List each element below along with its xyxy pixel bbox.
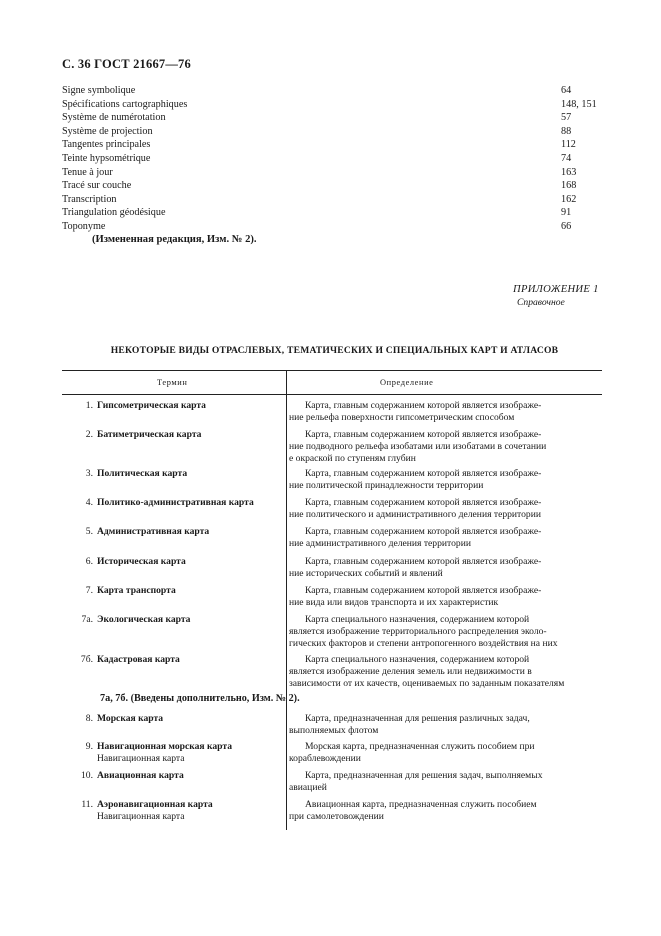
entry-definition	[289, 770, 599, 794]
definition-line: Карта, главным содержанием которой является изображе-	[305, 468, 542, 479]
index-term: Triangulation géodésique	[62, 207, 166, 219]
entry-number: 7.	[85, 585, 93, 596]
index-term: Tenue à jour	[62, 166, 113, 178]
index-term: Tracé sur couche	[62, 180, 132, 192]
index-row	[62, 179, 607, 193]
definition-line: Карта, предназначенная для решения различных задач,	[305, 713, 530, 724]
entry-definition	[289, 556, 599, 580]
entry-number: 3.	[85, 468, 93, 479]
definition-line: ние рельефа поверхности гипсометрическим способом	[289, 411, 515, 423]
index-page: 112	[561, 139, 576, 151]
index-term: Tangentes principales	[62, 139, 151, 151]
definition-line: гических факторов и степени антропогенного воздействия на них	[289, 637, 558, 649]
entry-definition	[289, 468, 599, 492]
index-row	[62, 138, 607, 152]
entry-number: 10.	[81, 770, 93, 781]
entry-definition	[289, 713, 599, 737]
entry-term: Экологическая карта	[97, 614, 191, 625]
index-list	[62, 84, 607, 234]
definition-line: Карта специального назначения, содержанием которой	[305, 654, 530, 665]
entry-term: Политико-административная карта	[97, 497, 254, 508]
entry-definition	[289, 497, 599, 521]
index-page: 163	[561, 166, 577, 178]
entry-number: 11.	[81, 799, 93, 810]
amendment-note: (Измененная редакция, Изм. № 2).	[92, 234, 257, 245]
index-row	[62, 84, 607, 98]
index-page: 74	[561, 152, 572, 164]
index-row	[62, 125, 607, 139]
index-term: Système de projection	[62, 125, 153, 137]
definition-line: зависимости от их качеств, оцениваемых по заданным показателям	[289, 677, 565, 689]
index-page: 88	[561, 125, 572, 137]
entry-number: 7б.	[80, 654, 93, 665]
index-term: Spécifications cartographiques	[62, 98, 188, 110]
entry-synonym: Навигационная карта	[97, 753, 185, 764]
appendix-subtitle: Справочное	[517, 297, 565, 308]
entry-definition	[289, 526, 599, 550]
column-header-term: Термин	[157, 378, 188, 387]
definition-line: е окраской по ступеням глубин	[289, 452, 416, 464]
entry-number: 4.	[85, 497, 93, 508]
definition-line: Авиационная карта, предназначенная служить пособием	[305, 799, 537, 810]
definition-line: Карта, главным содержанием которой является изображе-	[305, 429, 542, 440]
definition-line: Карта, главным содержанием которой является изображе-	[305, 526, 542, 537]
index-row	[62, 193, 607, 207]
definition-line: Морская карта, предназначенная служить пособием при	[305, 741, 535, 752]
entry-term: Гипсометрическая карта	[97, 400, 206, 411]
index-row	[62, 206, 607, 220]
definition-line: ние административного деления территории	[289, 537, 471, 549]
index-row	[62, 152, 607, 166]
index-page: 57	[561, 112, 572, 124]
index-page: 66	[561, 220, 572, 232]
definition-line: ние вида или видов транспорта и их характеристик	[289, 596, 499, 608]
inline-amendment-note: 7а, 7б. (Введены дополнительно, Изм. № 2).	[100, 693, 300, 704]
entry-synonym: Навигационная карта	[97, 811, 185, 822]
table-top-rule	[62, 370, 602, 371]
index-page: 64	[561, 85, 572, 96]
column-header-definition: Определение	[380, 378, 434, 387]
entry-definition	[289, 429, 599, 464]
definition-line: Карта, главным содержанием которой является изображе-	[305, 497, 542, 508]
definition-line: ние исторических событий и явлений	[289, 567, 443, 579]
entry-definition	[289, 585, 599, 609]
entry-definition	[289, 741, 599, 765]
definition-line: авиацией	[289, 781, 327, 793]
appendix-title: ПРИЛОЖЕНИЕ 1	[513, 284, 599, 295]
definition-line: Карта, предназначенная для решения задач, выполняемых	[305, 770, 543, 781]
definition-line: Карта специального назначения, содержанием которой	[305, 614, 530, 625]
entry-term: Морская карта	[97, 713, 164, 724]
entry-term: Авиационная карта	[97, 770, 184, 781]
index-term: Toponyme	[62, 220, 106, 232]
definition-line: кораблевождении	[289, 752, 361, 764]
index-term: Transcription	[62, 193, 117, 205]
entry-term: Батиметрическая карта	[97, 429, 202, 440]
entry-number: 6.	[85, 556, 93, 567]
entry-term: Административная карта	[97, 526, 210, 537]
definition-line: Карта, главным содержанием которой является изображе-	[305, 556, 542, 567]
entry-number: 7а.	[81, 614, 93, 625]
entry-term: Кадастровая карта	[97, 654, 180, 665]
entry-term: Политическая карта	[97, 468, 188, 479]
index-term: Système de numérotation	[62, 112, 166, 124]
definition-line: Карта, главным содержанием которой является изображе-	[305, 585, 542, 596]
entry-number: 9.	[85, 741, 93, 752]
index-row	[62, 220, 607, 234]
entry-definition	[289, 400, 599, 424]
entry-term: Аэронавигационная карта	[97, 799, 213, 810]
index-page: 168	[561, 180, 577, 192]
index-page: 148, 151	[561, 98, 597, 110]
definition-line: выполняемых флотом	[289, 724, 379, 736]
entry-term: Навигационная морская карта	[97, 741, 232, 752]
definition-line: ние политического и административного деления территории	[289, 508, 541, 520]
entry-term: Карта транспорта	[97, 585, 176, 596]
entry-term: Историческая карта	[97, 556, 186, 567]
terms-table	[62, 370, 602, 830]
definition-line: Карта, главным содержанием которой является изображе-	[305, 400, 542, 411]
definition-line: ние политической принадлежности территории	[289, 479, 484, 491]
table-column-divider	[286, 370, 287, 830]
entry-number: 5.	[85, 526, 93, 537]
index-page: 91	[561, 207, 572, 219]
index-page: 162	[561, 193, 577, 205]
definition-line: ние подводного рельефа изобатами или изобатами в сочетании	[289, 440, 547, 452]
entry-definition	[289, 614, 599, 649]
entry-definition	[289, 799, 599, 823]
index-row	[62, 111, 607, 125]
entry-definition	[289, 654, 599, 689]
entry-number: 2.	[85, 429, 93, 440]
table-header-rule	[62, 394, 602, 395]
index-term: Signe symbolique	[62, 85, 136, 96]
index-term: Teinte hypsométrique	[62, 152, 151, 164]
index-row	[62, 166, 607, 180]
definition-line: является изображение территориального распределения эколо-	[289, 625, 547, 637]
page-header: С. 36 ГОСТ 21667—76	[62, 57, 191, 71]
definition-line: является изображение деления земель или недвижимости в	[289, 665, 532, 677]
definition-line: при самолетовождении	[289, 810, 384, 822]
entry-number: 8.	[85, 713, 93, 724]
section-title: НЕКОТОРЫЕ ВИДЫ ОТРАСЛЕВЫХ, ТЕМАТИЧЕСКИХ И СПЕЦИАЛЬНЫХ КАРТ И АТЛАСОВ	[110, 345, 559, 356]
entry-number: 1.	[85, 400, 93, 411]
index-row	[62, 98, 607, 112]
